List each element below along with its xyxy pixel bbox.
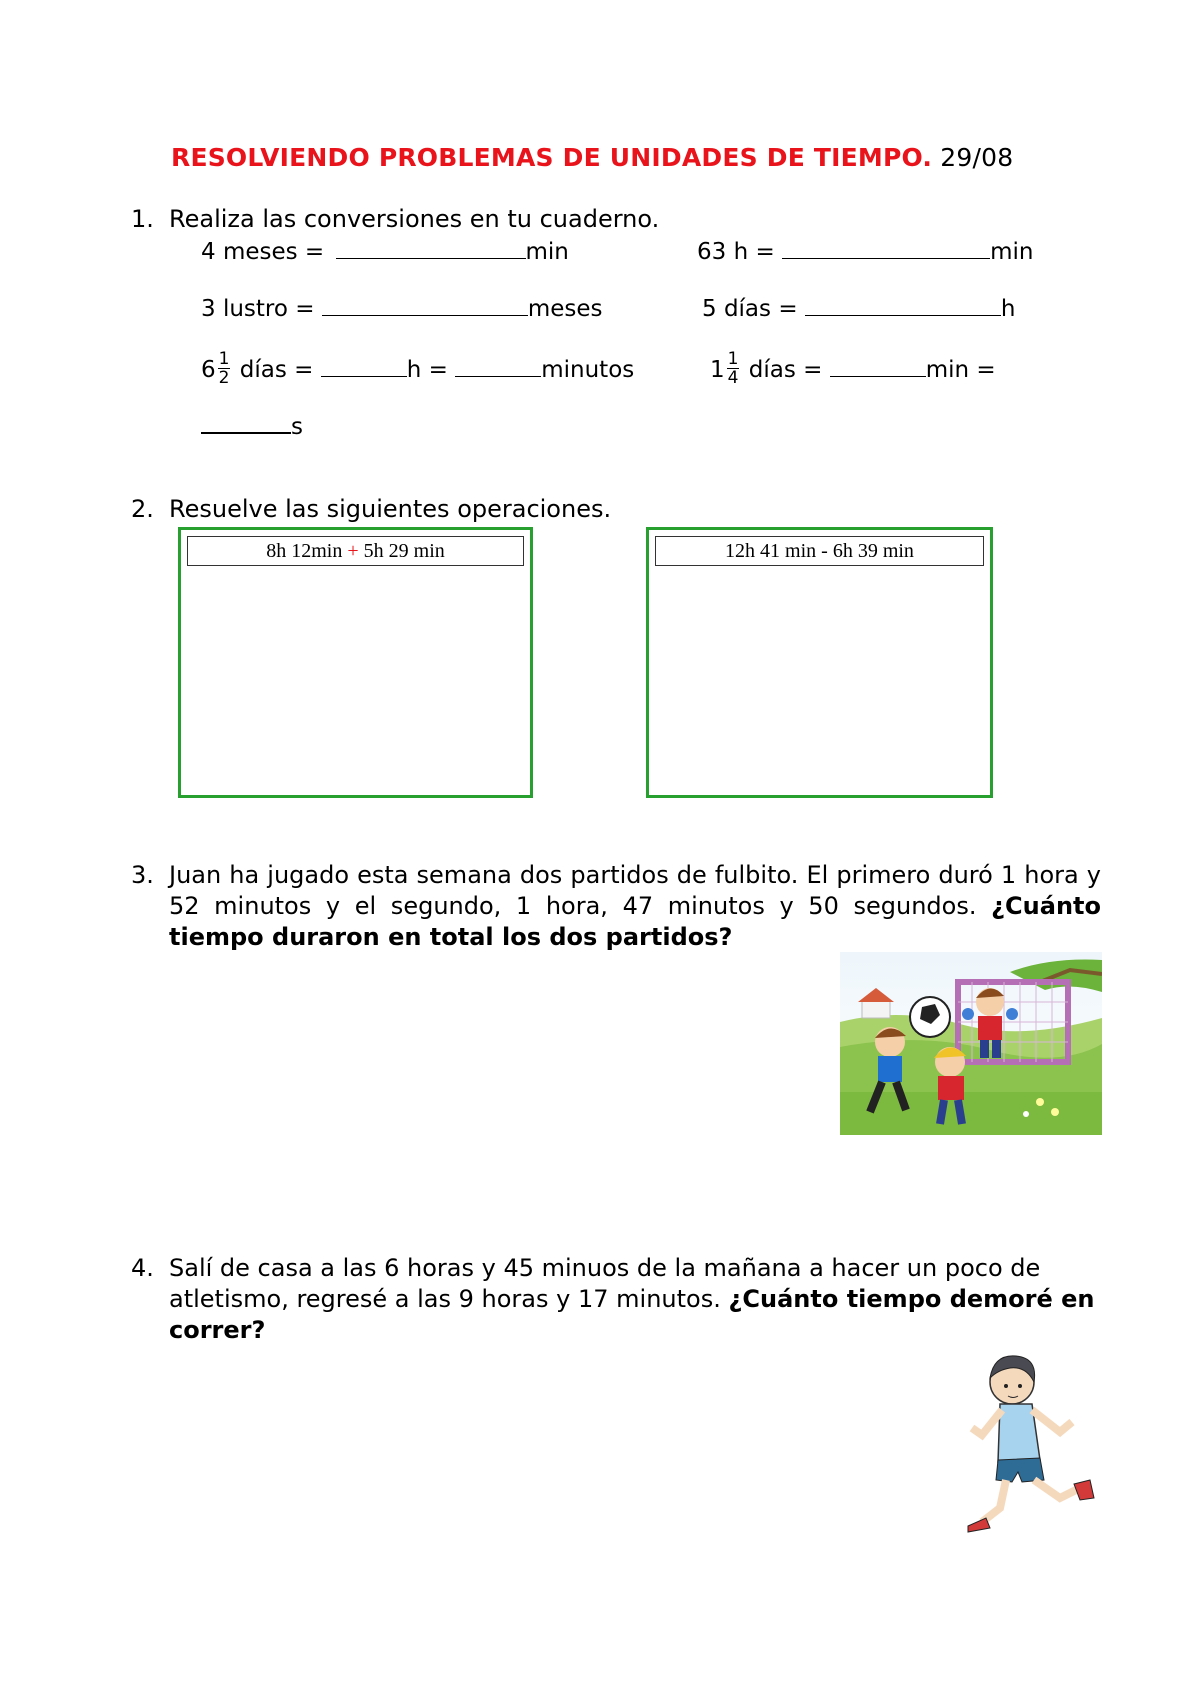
question-number: 3. bbox=[131, 861, 154, 889]
unit-label: min bbox=[525, 239, 569, 265]
operand: 5h 29 min bbox=[363, 540, 445, 562]
question-text: Resuelve las siguientes operaciones. bbox=[169, 495, 612, 523]
operation-expression bbox=[187, 536, 524, 566]
unit-label: h = bbox=[406, 357, 448, 383]
fraction bbox=[727, 350, 740, 387]
unit-label: meses bbox=[527, 296, 603, 322]
conversion-f-continued bbox=[201, 410, 303, 440]
question-2 bbox=[131, 495, 611, 523]
numerator: 1 bbox=[727, 349, 739, 369]
whole-number: 6 bbox=[201, 357, 216, 383]
denominator: 4 bbox=[727, 368, 739, 388]
question-prompt: ¿Cuánto tiempo duraron en total los dos partidos? bbox=[169, 892, 1101, 951]
conversion-label: 63 h = bbox=[697, 239, 775, 265]
question-4 bbox=[131, 1253, 1101, 1346]
answer-blank[interactable] bbox=[782, 236, 990, 259]
answer-blank[interactable] bbox=[321, 354, 407, 377]
conversion-label: 5 días = bbox=[702, 296, 798, 322]
answer-blank[interactable] bbox=[201, 410, 291, 434]
operation-expression: 12h 41 min - 6h 39 min bbox=[655, 536, 984, 566]
unit-label: minutos bbox=[541, 357, 635, 383]
plus-sign: + bbox=[347, 540, 359, 562]
answer-blank[interactable] bbox=[455, 354, 541, 377]
page-title bbox=[171, 143, 1013, 172]
conversion-a bbox=[201, 236, 569, 265]
numerator: 1 bbox=[218, 349, 230, 369]
conversion-c bbox=[201, 293, 603, 322]
whole-number: 1 bbox=[710, 357, 725, 383]
conversion-e bbox=[201, 349, 635, 389]
answer-blank[interactable] bbox=[336, 236, 526, 259]
question-prompt: ¿Cuánto tiempo demoré en correr? bbox=[169, 1285, 1095, 1344]
unit-label: min bbox=[990, 239, 1034, 265]
question-number: 1. bbox=[131, 205, 154, 233]
denominator: 2 bbox=[218, 368, 230, 388]
title-main: RESOLVIENDO PROBLEMAS DE UNIDADES DE TIEMPO. bbox=[171, 143, 933, 172]
question-text: Salí de casa a las 6 horas y 45 minuos de la mañana a hacer un poco de atletismo, regresé a las 9 horas y 17 minutos. bbox=[169, 1254, 1041, 1313]
conversion-f bbox=[710, 349, 996, 389]
fraction bbox=[218, 350, 231, 387]
unit-label: s bbox=[291, 414, 303, 440]
conversion-label: 3 lustro = bbox=[201, 296, 315, 322]
operation-box-2[interactable] bbox=[646, 527, 993, 798]
answer-blank[interactable] bbox=[830, 354, 926, 377]
question-number: 4. bbox=[131, 1254, 154, 1282]
answer-blank[interactable] bbox=[322, 293, 528, 316]
conversion-b bbox=[697, 236, 1033, 265]
operation-box-1[interactable] bbox=[178, 527, 533, 798]
unit-label: min = bbox=[925, 357, 996, 383]
question-text: Juan ha jugado esta semana dos partidos de fulbito. El primero duró 1 hora y 52 minutos y el segundo, 1 hora, 47 minutos y 50 segundos. bbox=[169, 861, 1101, 920]
unit-label: h bbox=[1000, 296, 1016, 322]
conversion-label: días = bbox=[748, 357, 823, 383]
soccer-kids-illustration bbox=[840, 952, 1102, 1135]
question-text: Realiza las conversiones en tu cuaderno. bbox=[169, 205, 660, 233]
question-3 bbox=[131, 860, 1101, 953]
operand: 8h 12min bbox=[266, 540, 343, 562]
title-date: 29/08 bbox=[940, 143, 1014, 172]
running-boy-illustration bbox=[960, 1340, 1110, 1540]
question-1 bbox=[131, 205, 659, 233]
answer-blank[interactable] bbox=[805, 293, 1001, 316]
question-number: 2. bbox=[131, 495, 154, 523]
conversion-label: 4 meses = bbox=[201, 239, 325, 265]
conversion-d bbox=[702, 293, 1015, 322]
conversion-label: días = bbox=[239, 357, 314, 383]
